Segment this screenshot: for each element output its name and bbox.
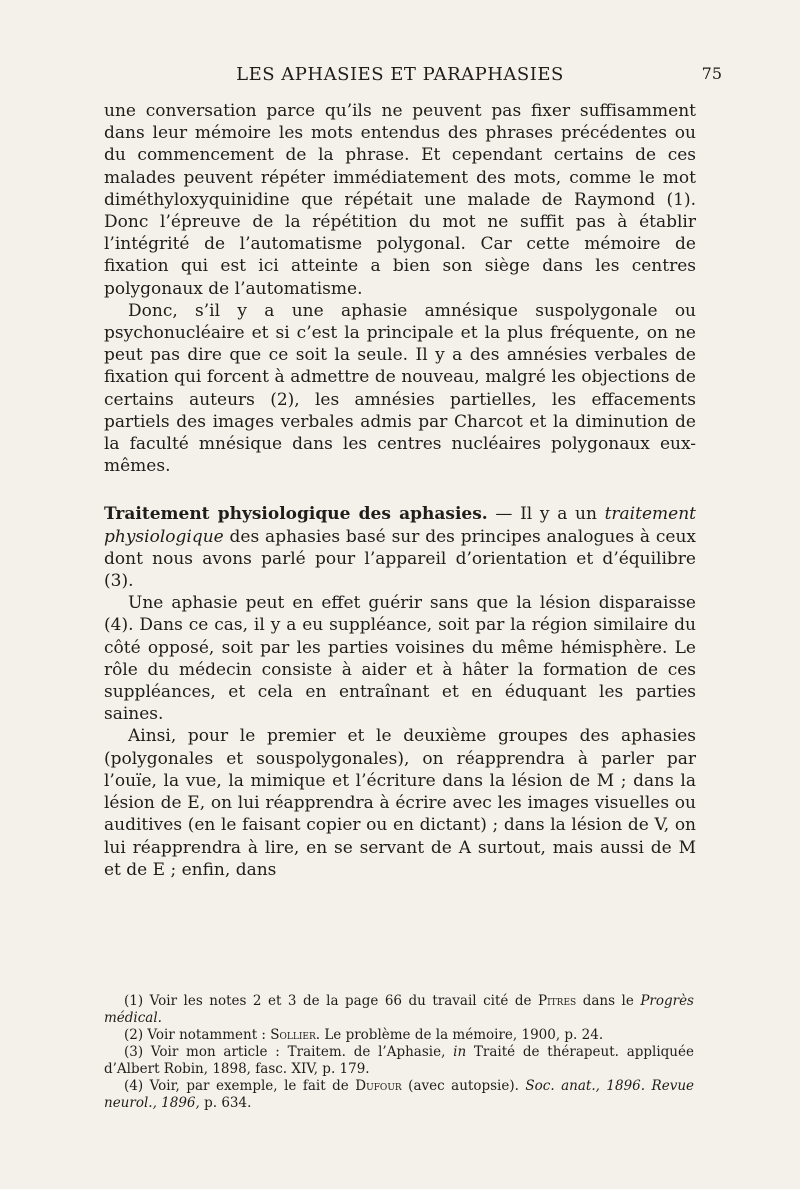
paragraph-5: Ainsi, pour le premier et le deuxième groupes des aphasies (polygonales et souspolygonales), on réapprendra à parler par l’ouïe, la vue, la mimique et l’écriture dans la lésion de M ; dans la lésion de E, on lui réapprendra à écrire avec les images visuelles ou auditives (en le faisant copier ou en dictant) ; dans la lésion de V, on lui réapprendra à lire, en se servant de A surtout, mais aussi de M et de E ; enfin, dans <box>104 726 696 880</box>
paragraph-4: Une aphasie peut en effet guérir sans que la lésion disparaisse (4). Dans ce cas, il y a eu suppléance, soit par la région similaire du côté opposé, soit par les parties voisines du même hémisphère. Le rôle du médecin consiste à aider et à hâter la formation de ces suppléances, et cela en entraînant et en éduquant les parties saines. <box>104 593 696 725</box>
main-text <box>104 100 696 881</box>
footnote-1: (1) Voir les notes 2 et 3 de la page 66 du travail cité de Pitres dans le Progrès médical. <box>104 993 694 1026</box>
footnotes <box>104 993 694 1112</box>
section-italic-term: traitement physiologique <box>104 504 696 547</box>
running-header: LES APHASIES ET PARAPHASIES <box>236 64 564 85</box>
paragraph-section <box>104 503 696 592</box>
section-heading: Traitement physiologique des aphasies. <box>104 504 488 525</box>
section-text-start: — Il y a un <box>487 504 605 525</box>
footnote-2: (2) Voir notamment : Sollier. Le problème de la mémoire, 1900, p. 24. <box>124 1027 604 1043</box>
section-text-end: des aphasies basé sur des principes analogues à ceux dont nous avons parlé pour l’appareil d’orientation et d’équilibre (3). <box>104 526 696 592</box>
footnote-3: (3) Voir mon article : Traitem. de l’Aphasie, in Traité de thérapeut. appliquée d’Albert Robin, 1898, fasc. XIV, p. 179. <box>104 1044 694 1077</box>
page-number: 75 <box>701 64 722 83</box>
footnote-4: (4) Voir, par exemple, le fait de Dufour (avec autopsie). Soc. anat., 1896. Revue neurol., 1896, p. 634. <box>104 1078 694 1111</box>
paragraph-2: Donc, s’il y a une aphasie amnésique suspolygonale ou psychonucléaire et si c’est la principale et la plus fréquente, on ne peut pas dire que ce soit la seule. Il y a des amnésies verbales de fixation qui forcent à admettre de nouveau, malgré les objections de certains auteurs (2), les amnésies partielles, les effacements partiels des images verbales admis par Charcot et la diminution de la faculté mnésique dans les centres nucléaires polygonaux eux-mêmes. <box>104 300 696 477</box>
paragraph-1: une conversation parce qu’ils ne peuvent pas fixer suffisamment dans leur mémoire les mots entendus des phrases précédentes ou du commencement de la phrase. Et cependant certains de ces malades peuvent répéter immédiatement des mots, comme le mot diméthyloxyquinidine que répétait une malade de Raymond (1). Donc l’épreuve de la répétition du mot ne suffit pas à établir l’intégrité de l’automatisme polygonal. Car cette mémoire de fixation qui est ici atteinte a bien son siège dans les centres polygonaux de l’automatisme. <box>104 101 696 299</box>
